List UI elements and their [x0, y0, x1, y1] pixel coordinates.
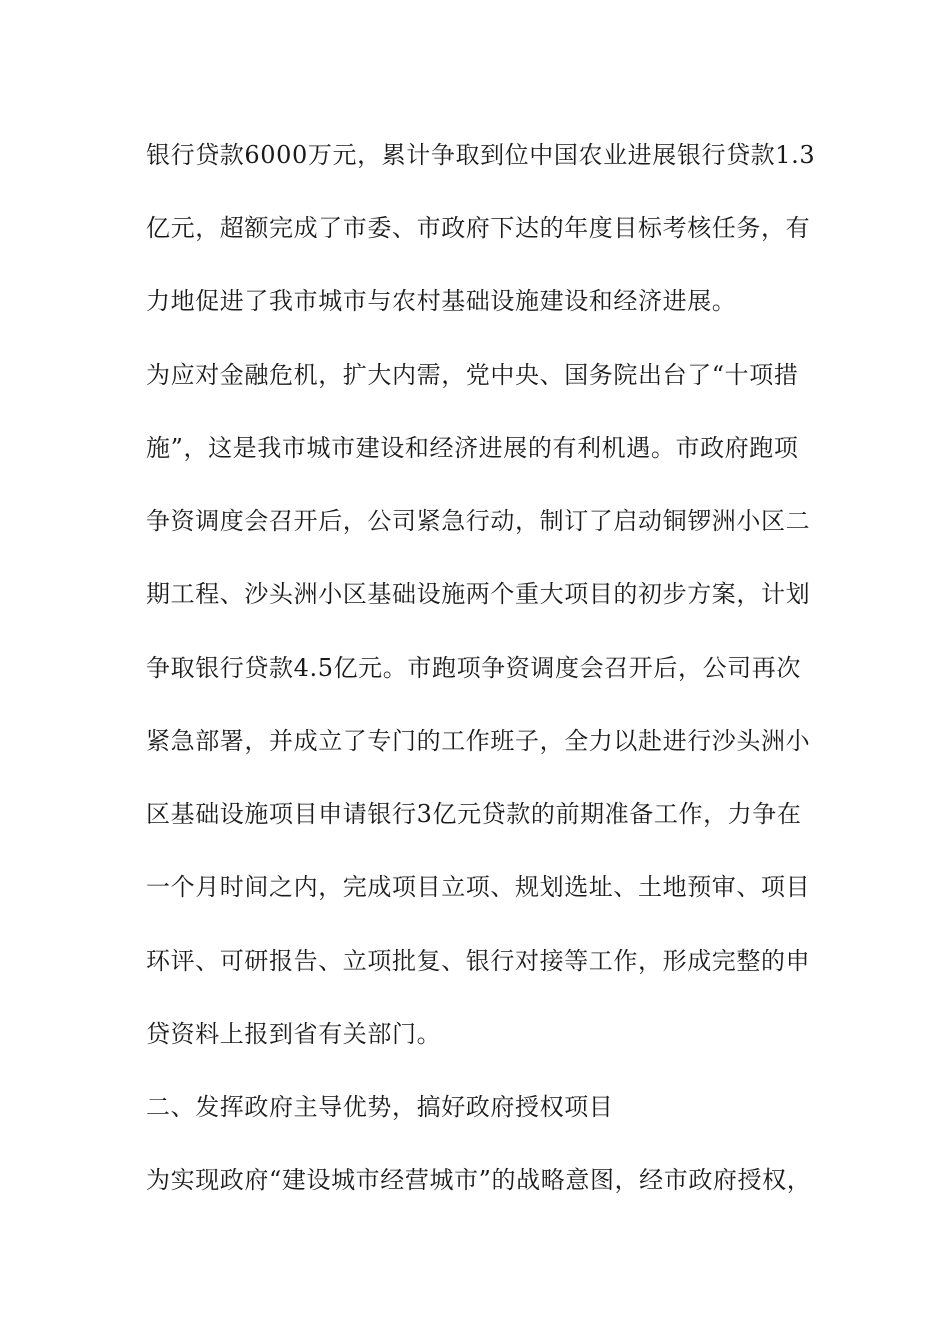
text-line: 贷资料上报到省有关部门。	[146, 1020, 442, 1048]
text-line: 施”，这是我市城市建设和经济进展的有利机遇。市政府跑项	[146, 434, 799, 462]
text-line: 银行贷款6000万元，累计争取到位中国农业进展银行贷款1.3	[146, 141, 816, 169]
text-line: 区基础设施项目申请银行3亿元贷款的前期准备工作，力争在	[146, 800, 802, 828]
text-line: 力地促进了我市城市与农村基础设施建设和经济进展。	[146, 287, 737, 315]
text-line: 争取银行贷款4.5亿元。市跑项争资调度会召开后，公司再次	[146, 654, 801, 682]
text-line: 紧急部署，并成立了专门的工作班子，全力以赴进行沙头洲小	[146, 727, 811, 755]
text-line: 争资调度会召开后，公司紧急行动，制订了启动铜锣洲小区二	[146, 507, 811, 535]
text-line: 为应对金融危机，扩大内需，党中央、国务院出台了“十项措	[146, 361, 799, 389]
text-line: 一个月时间之内，完成项目立项、规划选址、土地预审、项目	[146, 873, 811, 901]
section-heading: 二、发挥政府主导优势，搞好政府授权项目	[146, 1093, 614, 1121]
text-line: 亿元，超额完成了市委、市政府下达的年度目标考核任务，有	[146, 214, 811, 242]
text-line: 期工程、沙头洲小区基础设施两个重大项目的初步方案，计划	[146, 580, 811, 608]
text-line: 为实现政府“建设城市经营城市”的战略意图，经市政府授权，	[146, 1166, 812, 1194]
text-line: 环评、可研报告、立项批复、银行对接等工作，形成完整的申	[146, 947, 811, 975]
